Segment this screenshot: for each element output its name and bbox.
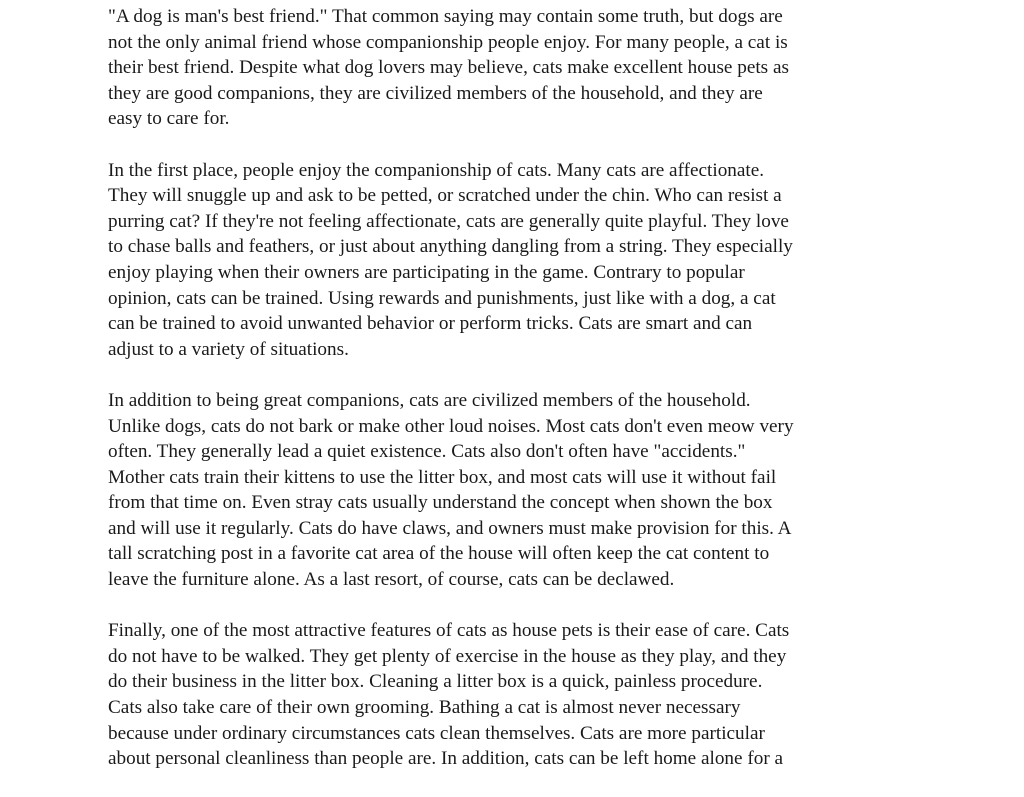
text-line: adjust to a variety of situations.	[108, 338, 349, 360]
text-line: not the only animal friend whose companionship people enjoy. For many people, a cat is	[108, 31, 788, 53]
text-line: from that time on. Even stray cats usually understand the concept when shown the box	[108, 492, 773, 514]
text-line: can be trained to avoid unwanted behavior or perform tricks. Cats are smart and can	[108, 313, 753, 335]
text-line: they are good companions, they are civilized members of the household, and they are	[108, 82, 763, 104]
text-line: "A dog is man's best friend." That common saying may contain some truth, but dogs are	[108, 6, 783, 27]
text-line: tall scratching post in a favorite cat area of the house will often keep the cat content to	[108, 543, 770, 565]
text-line: often. They generally lead a quiet existence. Cats also don't often have "accidents."	[108, 441, 746, 463]
text-line: enjoy playing when their owners are participating in the game. Contrary to popular	[108, 261, 745, 283]
paragraph-companionship	[108, 158, 903, 363]
text-line: because under ordinary circumstances cats clean themselves. Cats are more particular	[108, 722, 765, 744]
document-page	[108, 4, 903, 797]
text-line: opinion, cats can be trained. Using rewards and punishments, just like with a dog, a cat	[108, 287, 776, 309]
text-line: In the first place, people enjoy the companionship of cats. Many cats are affectionate.	[108, 159, 765, 181]
text-line: leave the furniture alone. As a last resort, of course, cats can be declawed.	[108, 569, 675, 591]
text-line: their best friend. Despite what dog lovers may believe, cats make excellent house pets as	[108, 57, 789, 79]
text-line: Cats also take care of their own grooming. Bathing a cat is almost never necessary	[108, 697, 741, 719]
text-line: They will snuggle up and ask to be petted, or scratched under the chin. Who can resist a	[108, 185, 782, 207]
text-line: do not have to be walked. They get plenty of exercise in the house as they play, and they	[108, 645, 787, 667]
text-line: Unlike dogs, cats do not bark or make other loud noises. Most cats don't even meow very	[108, 415, 794, 437]
text-line: In addition to being great companions, cats are civilized members of the household.	[108, 389, 751, 411]
paragraph-ease-of-care	[108, 618, 903, 772]
paragraph-intro	[108, 4, 903, 132]
paragraph-civilized	[108, 388, 903, 593]
text-line: do their business in the litter box. Cleaning a litter box is a quick, painless procedure.	[108, 671, 763, 693]
text-line: Mother cats train their kittens to use the litter box, and most cats will use it without fail	[108, 466, 777, 488]
text-line: Finally, one of the most attractive features of cats as house pets is their ease of care. Cats	[108, 620, 790, 642]
text-line: purring cat? If they're not feeling affectionate, cats are generally quite playful. They love	[108, 210, 789, 232]
text-line: and will use it regularly. Cats do have claws, and owners must make provision for this. A	[108, 517, 792, 539]
text-line: to chase balls and feathers, or just about anything dangling from a string. They especially	[108, 236, 793, 258]
text-line: easy to care for.	[108, 108, 230, 130]
text-line: about personal cleanliness than people are. In addition, cats can be left home alone for a	[108, 748, 784, 770]
